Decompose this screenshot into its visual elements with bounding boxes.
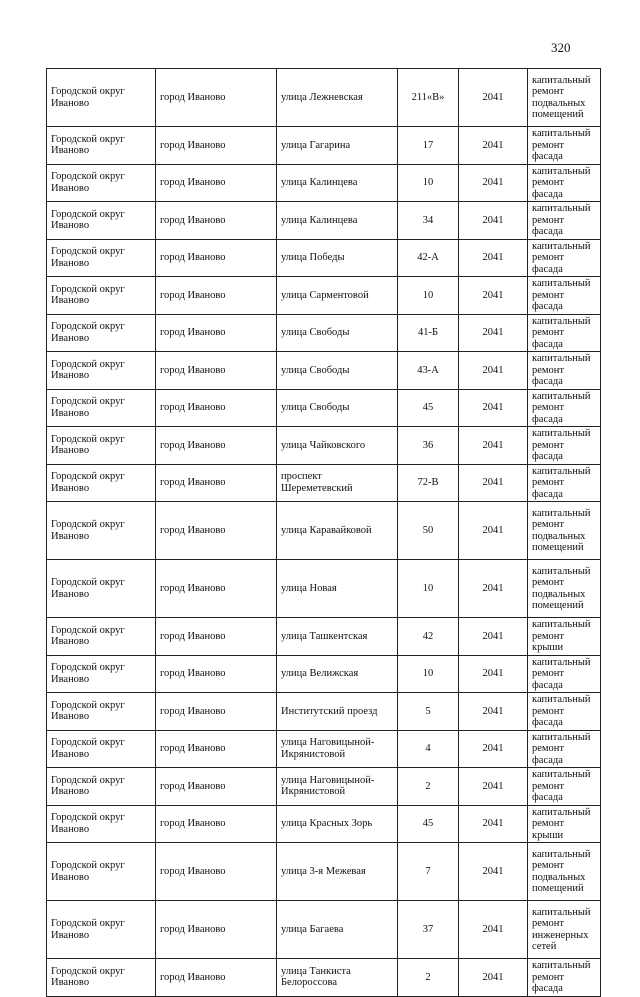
cell-street: улица Свободы <box>277 352 398 390</box>
cell-house-number: 37 <box>398 901 459 959</box>
cell-okrug: Городской округ Иваново <box>47 730 156 768</box>
cell-year: 2041 <box>459 427 528 465</box>
table-row <box>47 127 601 165</box>
cell-okrug: Городской округ Иваново <box>47 618 156 656</box>
cell-house-number: 43-А <box>398 352 459 390</box>
table-row <box>47 843 601 901</box>
cell-house-number: 34 <box>398 202 459 240</box>
cell-work-type: капитальный ремонт фасада <box>528 768 601 806</box>
cell-year: 2041 <box>459 389 528 427</box>
cell-okrug: Городской округ Иваново <box>47 164 156 202</box>
cell-house-number: 10 <box>398 655 459 693</box>
cell-settlement: город Иваново <box>156 352 277 390</box>
cell-settlement: город Иваново <box>156 502 277 560</box>
cell-year: 2041 <box>459 464 528 502</box>
cell-work-type: капитальный ремонт подвальных помещений <box>528 69 601 127</box>
cell-okrug: Городской округ Иваново <box>47 693 156 731</box>
cell-okrug: Городской округ Иваново <box>47 768 156 806</box>
cell-work-type: капитальный ремонт фасада <box>528 655 601 693</box>
table-row <box>47 277 601 315</box>
table-row <box>47 389 601 427</box>
cell-settlement: город Иваново <box>156 464 277 502</box>
cell-street: Институтский проезд <box>277 693 398 731</box>
cell-year: 2041 <box>459 239 528 277</box>
cell-street: улица Калинцева <box>277 164 398 202</box>
cell-work-type: капитальный ремонт фасада <box>528 277 601 315</box>
cell-settlement: город Иваново <box>156 560 277 618</box>
cell-street: улица Танкиста Белороссова <box>277 959 398 997</box>
cell-okrug: Городской округ Иваново <box>47 843 156 901</box>
cell-year: 2041 <box>459 959 528 997</box>
cell-house-number: 5 <box>398 693 459 731</box>
cell-okrug: Городской округ Иваново <box>47 127 156 165</box>
cell-okrug: Городской округ Иваново <box>47 502 156 560</box>
cell-street: улица Сарментовой <box>277 277 398 315</box>
page-number: 320 <box>551 40 571 55</box>
cell-okrug: Городской округ Иваново <box>47 277 156 315</box>
cell-settlement: город Иваново <box>156 239 277 277</box>
cell-street: улица Каравайковой <box>277 502 398 560</box>
cell-settlement: город Иваново <box>156 843 277 901</box>
cell-work-type: капитальный ремонт фасада <box>528 730 601 768</box>
table-row <box>47 655 601 693</box>
cell-work-type: капитальный ремонт фасада <box>528 427 601 465</box>
cell-house-number: 211«В» <box>398 69 459 127</box>
cell-okrug: Городской округ Иваново <box>47 314 156 352</box>
cell-settlement: город Иваново <box>156 127 277 165</box>
cell-okrug: Городской округ Иваново <box>47 655 156 693</box>
cell-street: улица Свободы <box>277 389 398 427</box>
cell-work-type: капитальный ремонт подвальных помещений <box>528 560 601 618</box>
cell-work-type: капитальный ремонт фасада <box>528 352 601 390</box>
cell-work-type: капитальный ремонт фасада <box>528 202 601 240</box>
cell-year: 2041 <box>459 693 528 731</box>
cell-street: улица Калинцева <box>277 202 398 240</box>
cell-year: 2041 <box>459 901 528 959</box>
table-row <box>47 464 601 502</box>
cell-settlement: город Иваново <box>156 202 277 240</box>
cell-settlement: город Иваново <box>156 314 277 352</box>
cell-work-type: капитальный ремонт фасада <box>528 164 601 202</box>
cell-okrug: Городской округ Иваново <box>47 560 156 618</box>
cell-settlement: город Иваново <box>156 69 277 127</box>
cell-year: 2041 <box>459 202 528 240</box>
cell-work-type: капитальный ремонт фасада <box>528 693 601 731</box>
table-row <box>47 805 601 843</box>
cell-settlement: город Иваново <box>156 655 277 693</box>
cell-work-type: капитальный ремонт фасада <box>528 959 601 997</box>
cell-okrug: Городской округ Иваново <box>47 69 156 127</box>
cell-settlement: город Иваново <box>156 389 277 427</box>
table-row <box>47 959 601 997</box>
cell-house-number: 10 <box>398 277 459 315</box>
cell-street: улица Ташкентская <box>277 618 398 656</box>
table-row <box>47 164 601 202</box>
cell-street: улица Багаева <box>277 901 398 959</box>
cell-work-type: капитальный ремонт фасада <box>528 314 601 352</box>
cell-settlement: город Иваново <box>156 693 277 731</box>
table-row <box>47 502 601 560</box>
cell-year: 2041 <box>459 843 528 901</box>
cell-year: 2041 <box>459 560 528 618</box>
cell-year: 2041 <box>459 655 528 693</box>
cell-okrug: Городской округ Иваново <box>47 202 156 240</box>
cell-settlement: город Иваново <box>156 277 277 315</box>
cell-okrug: Городской округ Иваново <box>47 959 156 997</box>
table-row <box>47 69 601 127</box>
cell-house-number: 36 <box>398 427 459 465</box>
repair-schedule-table <box>46 68 601 997</box>
cell-house-number: 45 <box>398 389 459 427</box>
cell-work-type: капитальный ремонт крыши <box>528 618 601 656</box>
cell-house-number: 41-Б <box>398 314 459 352</box>
cell-okrug: Городской округ Иваново <box>47 427 156 465</box>
table-row <box>47 314 601 352</box>
table-body <box>47 69 601 997</box>
cell-okrug: Городской округ Иваново <box>47 239 156 277</box>
cell-house-number: 42-А <box>398 239 459 277</box>
table-row <box>47 427 601 465</box>
cell-year: 2041 <box>459 164 528 202</box>
cell-year: 2041 <box>459 69 528 127</box>
cell-settlement: город Иваново <box>156 805 277 843</box>
cell-work-type: капитальный ремонт фасада <box>528 389 601 427</box>
cell-work-type: капитальный ремонт подвальных помещений <box>528 502 601 560</box>
cell-work-type: капитальный ремонт фасада <box>528 127 601 165</box>
cell-settlement: город Иваново <box>156 730 277 768</box>
cell-year: 2041 <box>459 730 528 768</box>
cell-year: 2041 <box>459 502 528 560</box>
cell-house-number: 7 <box>398 843 459 901</box>
cell-year: 2041 <box>459 352 528 390</box>
cell-okrug: Городской округ Иваново <box>47 389 156 427</box>
cell-settlement: город Иваново <box>156 618 277 656</box>
table-row <box>47 730 601 768</box>
cell-street: улица Наговицыной-Икрянистовой <box>277 730 398 768</box>
cell-settlement: город Иваново <box>156 959 277 997</box>
table-row <box>47 901 601 959</box>
table-row <box>47 768 601 806</box>
cell-street: улица 3-я Межевая <box>277 843 398 901</box>
cell-house-number: 4 <box>398 730 459 768</box>
cell-year: 2041 <box>459 127 528 165</box>
cell-street: проспект Шереметевский <box>277 464 398 502</box>
cell-house-number: 50 <box>398 502 459 560</box>
table-row <box>47 618 601 656</box>
cell-year: 2041 <box>459 618 528 656</box>
table-row <box>47 352 601 390</box>
cell-house-number: 10 <box>398 560 459 618</box>
table-row <box>47 693 601 731</box>
cell-settlement: город Иваново <box>156 427 277 465</box>
cell-house-number: 17 <box>398 127 459 165</box>
cell-year: 2041 <box>459 314 528 352</box>
cell-settlement: город Иваново <box>156 164 277 202</box>
cell-settlement: город Иваново <box>156 901 277 959</box>
cell-work-type: капитальный ремонт фасада <box>528 464 601 502</box>
cell-okrug: Городской округ Иваново <box>47 901 156 959</box>
table-row <box>47 560 601 618</box>
cell-year: 2041 <box>459 768 528 806</box>
cell-house-number: 2 <box>398 768 459 806</box>
table-row <box>47 239 601 277</box>
table-row <box>47 202 601 240</box>
cell-okrug: Городской округ Иваново <box>47 464 156 502</box>
cell-street: улица Лежневская <box>277 69 398 127</box>
cell-street: улица Велижская <box>277 655 398 693</box>
cell-house-number: 72-В <box>398 464 459 502</box>
cell-year: 2041 <box>459 805 528 843</box>
cell-okrug: Городской округ Иваново <box>47 352 156 390</box>
cell-street: улица Новая <box>277 560 398 618</box>
cell-work-type: капитальный ремонт инженерных сетей <box>528 901 601 959</box>
cell-street: улица Свободы <box>277 314 398 352</box>
cell-year: 2041 <box>459 277 528 315</box>
cell-work-type: капитальный ремонт крыши <box>528 805 601 843</box>
cell-street: улица Победы <box>277 239 398 277</box>
cell-street: улица Красных Зорь <box>277 805 398 843</box>
cell-house-number: 2 <box>398 959 459 997</box>
cell-house-number: 42 <box>398 618 459 656</box>
cell-house-number: 10 <box>398 164 459 202</box>
cell-settlement: город Иваново <box>156 768 277 806</box>
cell-okrug: Городской округ Иваново <box>47 805 156 843</box>
cell-street: улица Гагарина <box>277 127 398 165</box>
cell-work-type: капитальный ремонт подвальных помещений <box>528 843 601 901</box>
cell-street: улица Чайковского <box>277 427 398 465</box>
cell-house-number: 45 <box>398 805 459 843</box>
cell-work-type: капитальный ремонт фасада <box>528 239 601 277</box>
cell-street: улица Наговицыной-Икрянистовой <box>277 768 398 806</box>
